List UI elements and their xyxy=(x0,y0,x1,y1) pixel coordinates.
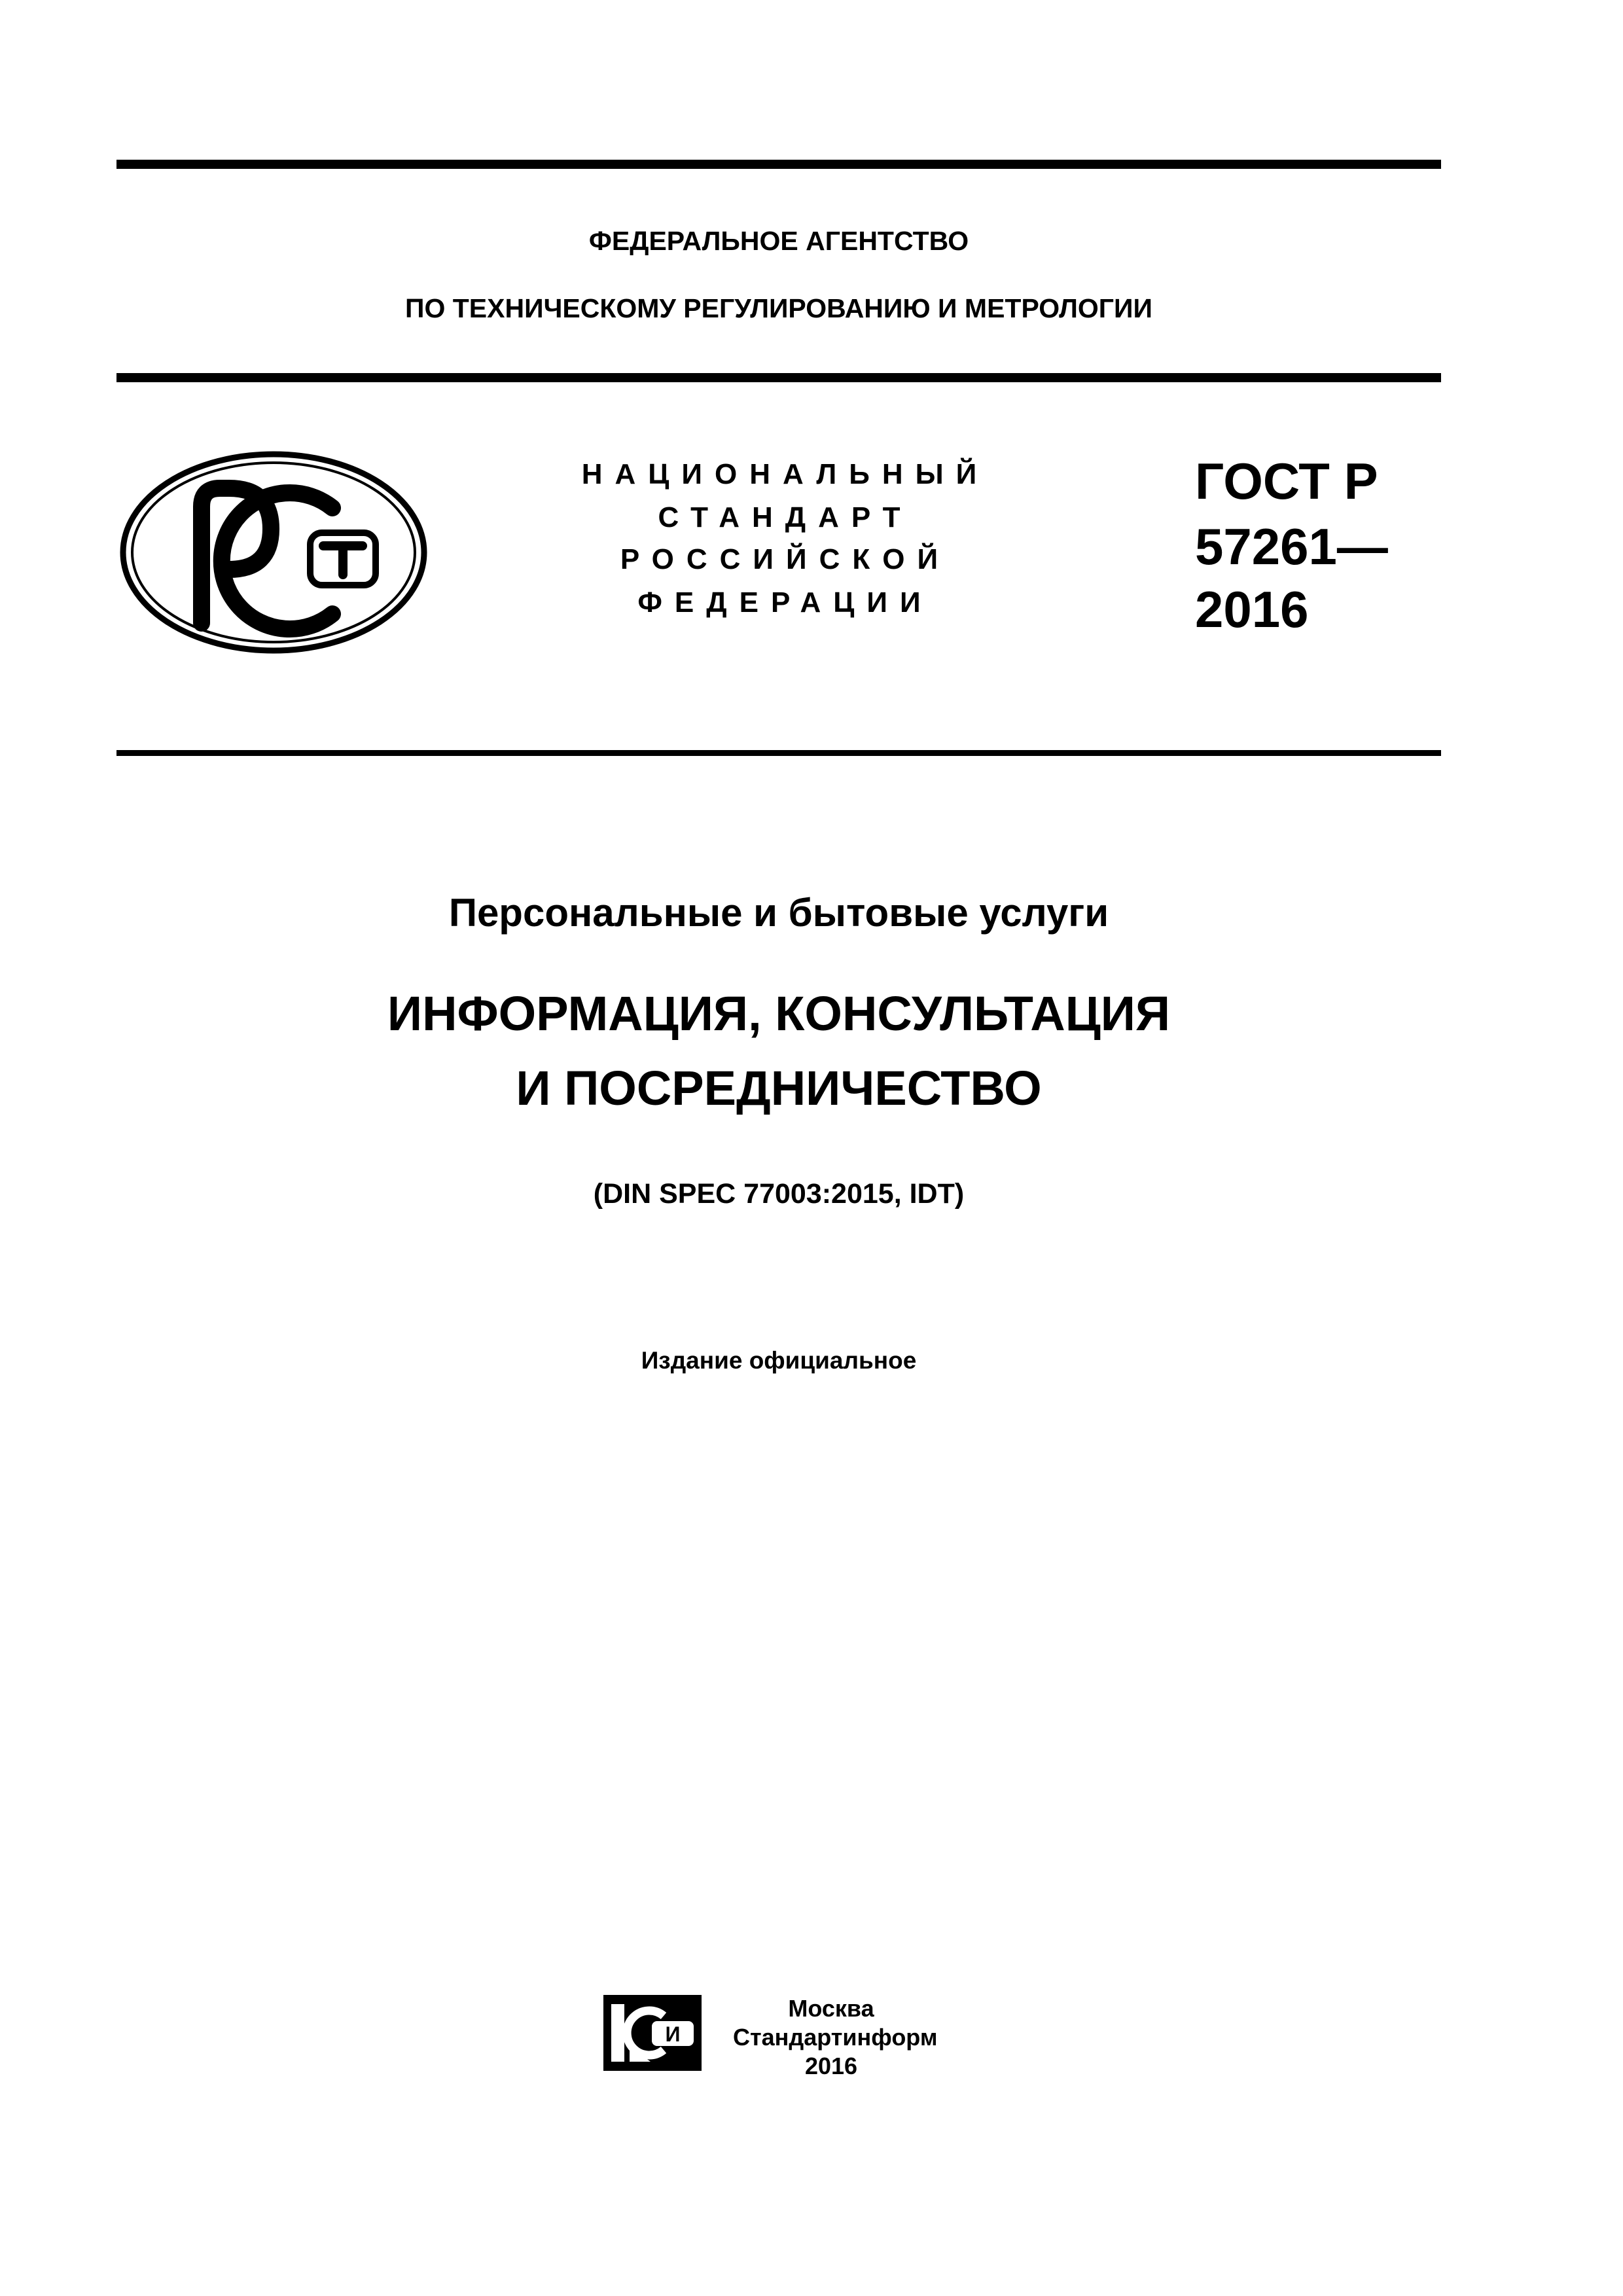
header-bottom-rule xyxy=(116,750,1441,756)
publisher-year: 2016 xyxy=(804,2053,858,2079)
rst-logo xyxy=(116,448,431,657)
standard-reference: (DIN SPEC 77003:2015, IDT) xyxy=(593,1178,965,1210)
agency-line-1: ФЕДЕРАЛЬНОЕ АГЕНТСТВО xyxy=(588,226,969,256)
national-standard-line-3: РОССИЙСКОЙ xyxy=(620,543,951,575)
top-rule xyxy=(116,160,1441,169)
svg-text:И: И xyxy=(665,2022,681,2046)
gost-designation-line-1: ГОСТ Р xyxy=(1195,452,1378,510)
edition-note: Издание официальное xyxy=(641,1347,917,1374)
national-standard-line-2: СТАНДАРТ xyxy=(658,501,913,533)
national-standard-line-4: ФЕДЕРАЦИИ xyxy=(637,586,933,619)
publisher-logo xyxy=(603,1995,702,2071)
agency-rule xyxy=(116,373,1441,382)
standartinform-logo-icon xyxy=(603,1995,702,2071)
publisher-city: Москва xyxy=(788,1995,874,2022)
publisher-name: Стандартинформ xyxy=(733,2024,938,2051)
rst-certification-mark-icon xyxy=(116,448,431,657)
document-title-line-2: И ПОСРЕДНИЧЕСТВО xyxy=(516,1061,1042,1115)
agency-line-2: ПО ТЕХНИЧЕСКОМУ РЕГУЛИРОВАНИЮ И МЕТРОЛОГИИ xyxy=(405,293,1152,323)
gost-designation-line-2: 57261— xyxy=(1195,518,1388,575)
national-standard-line-1: НАЦИОНАЛЬНЫЙ xyxy=(581,458,990,490)
document-title-line-1: ИНФОРМАЦИЯ, КОНСУЛЬТАЦИЯ xyxy=(387,986,1171,1041)
gost-designation-line-3: 2016 xyxy=(1195,581,1309,638)
document-subtitle: Персональные и бытовые услуги xyxy=(448,891,1109,935)
